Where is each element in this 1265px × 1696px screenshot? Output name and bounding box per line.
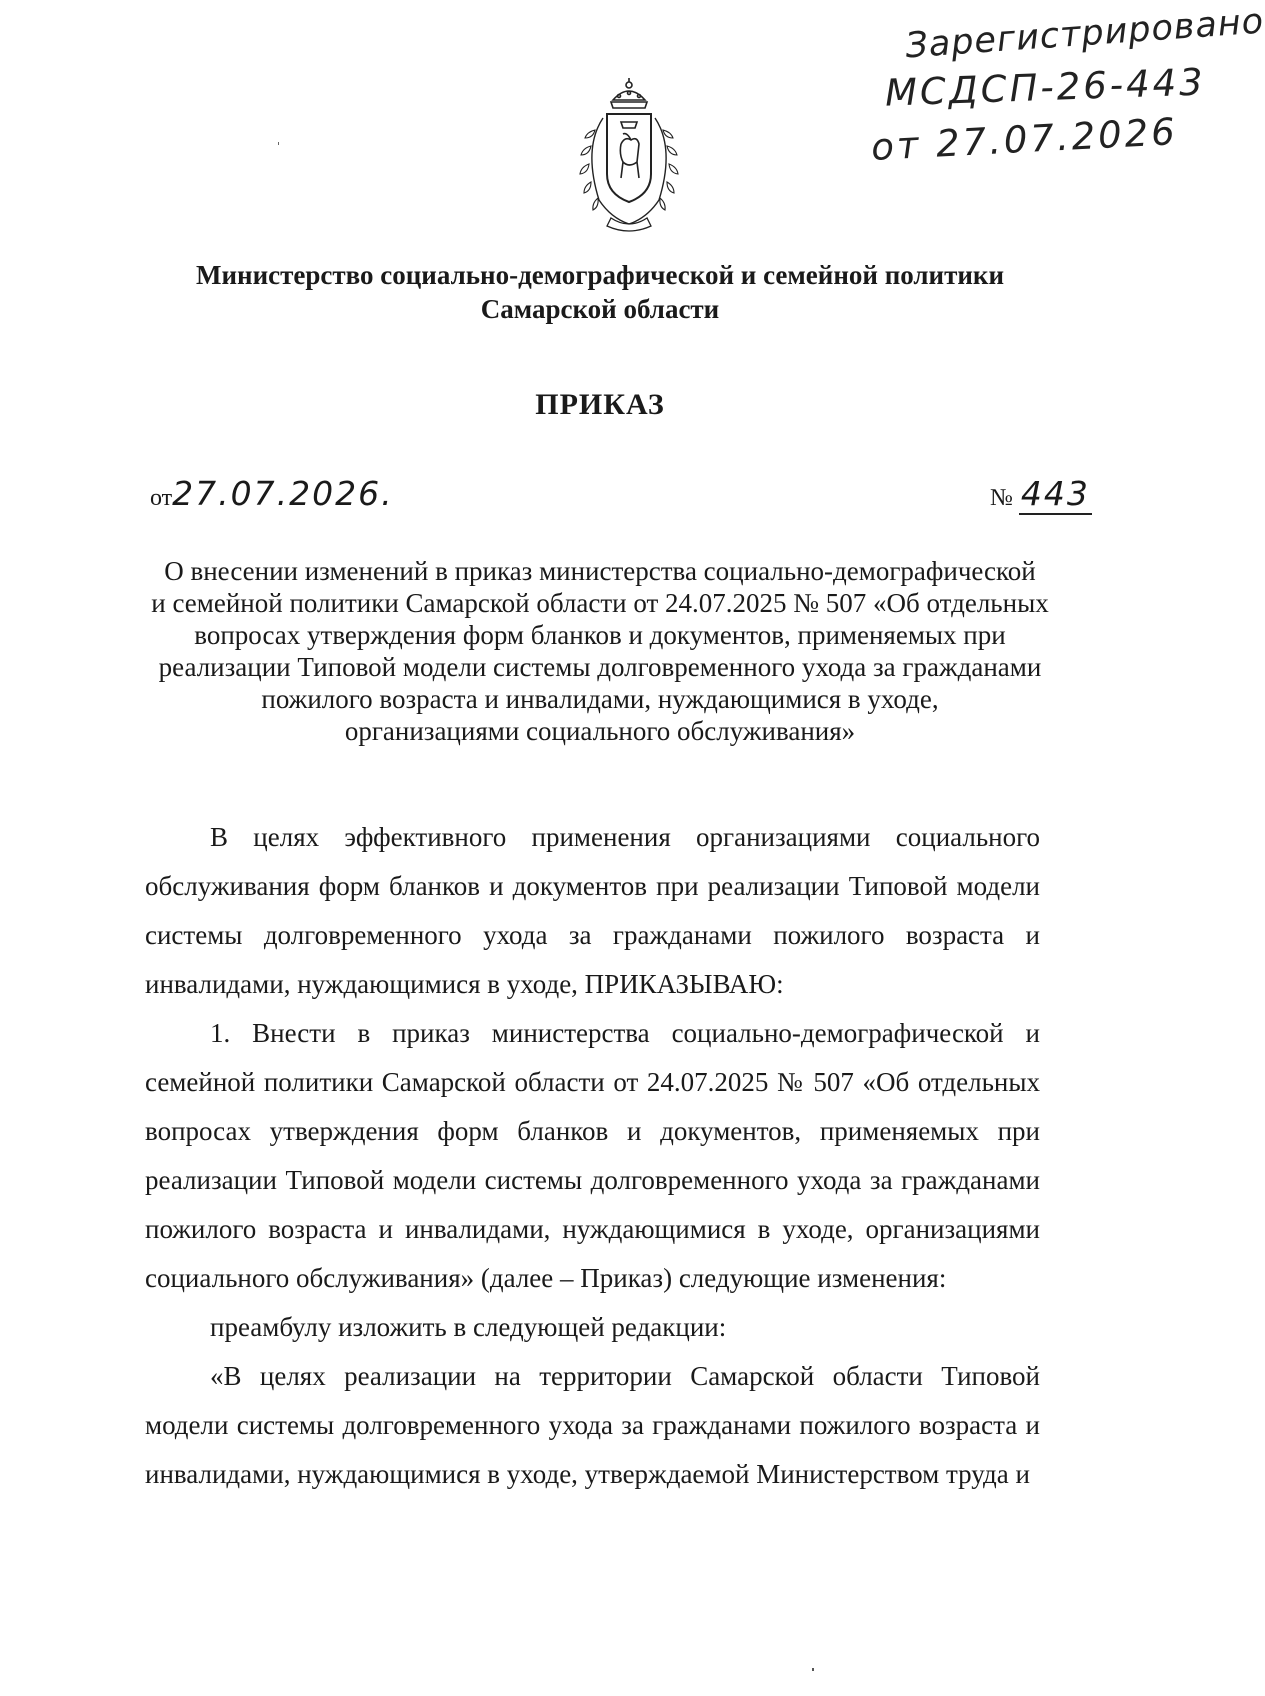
registration-line-3: от 27.07.2026 [870,110,1179,169]
handwritten-date: 27.07.2026. [172,474,394,513]
ministry-name-line-2: Самарской области [480,294,720,324]
subject-line: организациями социального обслуживания» [344,716,856,746]
coat-of-arms-emblem [565,78,693,236]
item-1-paragraph: 1. Внести в приказ министерства социально-демографической и семейной политики Самарской области от 24.07.2025 № 507 «Об отдельных вопросах утверждения форм бланков и документов, применяемых при реализации Типовой модели системы долговременного ухода за гражданами пожилого возраста и инвалидами, нуждающимися в уходе, организациями социального обслуживания» (далее – Приказ) следующие изменения: [145,1018,1040,1293]
subject-line: и семейной политики Самарской области от 24.07.2025 № 507 «Об отдельных [151,588,1049,618]
ministry-header [120,258,1080,326]
registration-line-1: Зарегистрировано [904,1,1265,67]
preamble-paragraph: В целях эффективного применения организациями социального обслуживания форм бланков и документов при реализации Типовой модели системы долговременного ухода за гражданами пожилого возраста и инвалидами, нуждающимися в уходе, ПРИКАЗЫВАЮ: [145,822,1040,999]
registration-line-2: МСДСП-26-443 [884,60,1207,115]
quoted-preamble-paragraph: «В целях реализации на территории Самарской области Типовой модели системы долговременного ухода за гражданами пожилого возраста и инвалидами, нуждающимися в уходе, утверждаемой Министерством труда и [145,1361,1040,1489]
date-prefix: от [150,485,173,511]
scan-speck [812,1668,814,1671]
subject-line: О внесении изменений в приказ министерства социально-демографической [164,556,1036,586]
subject-line: реализации Типовой модели системы долговременного ухода за гражданами [158,652,1042,682]
item-1-subparagraph: преамбулу изложить в следующей редакции: [210,1312,727,1342]
handwritten-number: 443 [1020,474,1090,513]
order-body [145,813,1040,1499]
subject-line: вопросах утверждения форм бланков и документов, применяемых при [194,620,1006,650]
subject-line: пожилого возраста и инвалидами, нуждающимися в уходе, [261,684,939,714]
ministry-name-line-1: Министерство социально-демографической и семейной политики [195,260,1005,290]
order-date [150,474,394,513]
order-number [990,474,1092,515]
order-subject [140,555,1060,747]
scan-speck [278,142,279,145]
number-prefix: № [990,485,1013,511]
document-type-title: ПРИКАЗ [535,388,665,421]
